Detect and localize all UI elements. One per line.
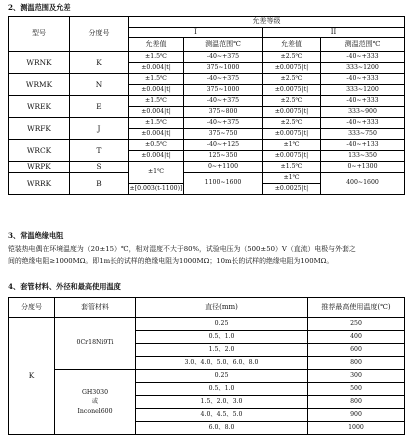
tolerance-cell: ±[0.003(t-1100)] xyxy=(129,184,184,195)
range-cell: 133~350 xyxy=(321,151,405,162)
graduation-cell: N xyxy=(70,74,129,96)
graduation-cell: J xyxy=(70,118,129,140)
max-temp-cell: 400 xyxy=(308,331,405,344)
range-cell: 0~+1100 xyxy=(184,162,263,173)
max-temp-cell: 600 xyxy=(308,344,405,357)
model-cell: WRCK xyxy=(9,140,70,162)
range-cell: -40~+375 xyxy=(184,118,263,129)
model-cell: WRMK xyxy=(9,74,70,96)
header-grade-i: I xyxy=(129,28,263,38)
max-temp-cell: 800 xyxy=(308,357,405,370)
header-range-i: 测温范围℃ xyxy=(184,38,263,52)
tolerance-cell: ±0.0075|t| xyxy=(263,129,321,140)
tolerance-cell: ±0.0075|t| xyxy=(263,151,321,162)
range-cell: 1100~1600 xyxy=(184,173,263,195)
diameter-cell: 0.25 xyxy=(136,370,308,383)
header-max-temp: 推荐最高使用温度(℃) xyxy=(308,298,405,318)
max-temp-cell: 500 xyxy=(308,383,405,396)
insulation-line-2: 间的绝缘电阻≥1000MΩ。即1m长的试样的绝缘电阻为1000MΩ；10m长的试样的绝缘电阻为100MΩ。 xyxy=(8,257,334,265)
range-cell: -40~+125 xyxy=(184,140,263,151)
tolerance-cell: ±2.5℃ xyxy=(263,74,321,85)
range-cell: 400~1600 xyxy=(321,173,405,195)
graduation-cell: B xyxy=(70,173,129,195)
model-cell: WRNK xyxy=(9,52,70,74)
model-cell: WREK xyxy=(9,96,70,118)
tolerance-cell: ±1℃ xyxy=(263,173,321,184)
section-3-title: 3、常温绝缘电阻 xyxy=(8,231,64,240)
sheath-table xyxy=(8,297,405,435)
tolerance-cell: ±2.5℃ xyxy=(263,118,321,129)
diameter-cell: 6.0、8.0 xyxy=(136,422,308,435)
model-cell: WRPK xyxy=(9,162,70,173)
diameter-cell: 0.5、1.0 xyxy=(136,331,308,344)
tolerance-cell: ±1.5℃ xyxy=(129,96,184,107)
diameter-cell: 0.5、1.0 xyxy=(136,383,308,396)
diameter-cell: 1.5、2.0、3.0 xyxy=(136,396,308,409)
tolerance-cell: ±0.004|t| xyxy=(129,151,184,162)
range-cell: 375~1000 xyxy=(184,63,263,74)
range-cell: 375~1000 xyxy=(184,85,263,96)
material-cell: 0Cr18Ni9Ti xyxy=(55,318,136,370)
insulation-paragraph xyxy=(8,243,406,267)
header-model: 型号 xyxy=(9,17,70,52)
model-cell: WRRK xyxy=(9,173,70,195)
section-2-title: 2、测温范围及允差 xyxy=(8,3,71,12)
diameter-cell: 1.5、2.0 xyxy=(136,344,308,357)
header-grade-ii: II xyxy=(263,28,405,38)
range-cell: -40~+333 xyxy=(321,52,405,63)
header-diameter: 直径(mm) xyxy=(136,298,308,318)
graduation-cell: S xyxy=(70,162,129,173)
tolerance-cell: ±0.0075|t| xyxy=(263,63,321,74)
material-line: 或 xyxy=(91,398,99,406)
tolerance-cell: ±1.5℃ xyxy=(263,162,321,173)
diameter-cell: 4.0、4.5、5.0 xyxy=(136,409,308,422)
max-temp-cell: 300 xyxy=(308,370,405,383)
range-cell: 333~900 xyxy=(321,107,405,118)
range-cell: 0~+1300 xyxy=(321,162,405,173)
range-cell: 333~1200 xyxy=(321,63,405,74)
tolerance-cell: ±1.5℃ xyxy=(129,52,184,63)
graduation-cell: T xyxy=(70,140,129,162)
tolerance-cell: ±0.0075|t| xyxy=(263,107,321,118)
max-temp-cell: 250 xyxy=(308,318,405,331)
range-cell: 333~750 xyxy=(321,129,405,140)
material-line: GH3030 xyxy=(81,389,109,397)
tolerance-cell: ±1℃ xyxy=(129,162,184,184)
tolerance-cell: ±1.5℃ xyxy=(129,74,184,85)
header-graduation: 分度号 xyxy=(9,298,55,318)
graduation-cell: E xyxy=(70,96,129,118)
range-cell: -40~+375 xyxy=(184,96,263,107)
range-cell: -40~+333 xyxy=(321,96,405,107)
graduation-cell: K xyxy=(70,52,129,74)
header-range-ii: 测温范围℃ xyxy=(321,38,405,52)
range-cell: -40~+333 xyxy=(321,118,405,129)
range-cell: -40~+375 xyxy=(184,52,263,63)
range-cell: 375~800 xyxy=(184,107,263,118)
tolerance-cell: ±0.004|t| xyxy=(129,129,184,140)
tolerance-cell: ±1.5℃ xyxy=(129,118,184,129)
tolerance-cell: ±1℃ xyxy=(263,140,321,151)
tolerance-cell: ±0.5℃ xyxy=(129,140,184,151)
tolerance-cell: ±2.5℃ xyxy=(263,52,321,63)
tolerance-cell: ±0.004|t| xyxy=(129,85,184,96)
tolerance-table xyxy=(8,16,405,195)
range-cell: -40~+375 xyxy=(184,74,263,85)
header-tolerance-grade: 允差等级 xyxy=(129,17,405,28)
range-cell: 375~750 xyxy=(184,129,263,140)
insulation-line-1: 铠装热电偶在环境温度为（20±15）℃，相对湿度不大于80%，试验电压为（500±50）V（直流）电极与外套之 xyxy=(8,245,356,253)
range-cell: -40~+133 xyxy=(321,140,405,151)
model-cell: WRFK xyxy=(9,118,70,140)
tolerance-cell: ±0.0025|t| xyxy=(263,184,321,195)
tolerance-cell: ±2.5℃ xyxy=(263,96,321,107)
range-cell: 125~350 xyxy=(184,151,263,162)
tolerance-cell: ±0.004|t| xyxy=(129,107,184,118)
section-4-title: 4、套管材料、外径和最高使用温度 xyxy=(8,282,121,291)
material-cell xyxy=(55,370,136,435)
header-tolerance-i: 允差值 xyxy=(129,38,184,52)
header-graduation: 分度号 xyxy=(70,17,129,52)
graduation-cell: K xyxy=(9,318,55,435)
header-tolerance-ii: 允差值 xyxy=(263,38,321,52)
range-cell: -40~+333 xyxy=(321,74,405,85)
range-cell: 333~1200 xyxy=(321,85,405,96)
max-temp-cell: 900 xyxy=(308,409,405,422)
tolerance-cell: ±0.0075|t| xyxy=(263,85,321,96)
header-material: 套管材料 xyxy=(55,298,136,318)
max-temp-cell: 1000 xyxy=(308,422,405,435)
material-line: Inconel600 xyxy=(77,407,113,415)
max-temp-cell: 800 xyxy=(308,396,405,409)
tolerance-cell: ±0.004|t| xyxy=(129,63,184,74)
diameter-cell: 3.0、4.0、5.0、6.0、8.0 xyxy=(136,357,308,370)
diameter-cell: 0.25 xyxy=(136,318,308,331)
